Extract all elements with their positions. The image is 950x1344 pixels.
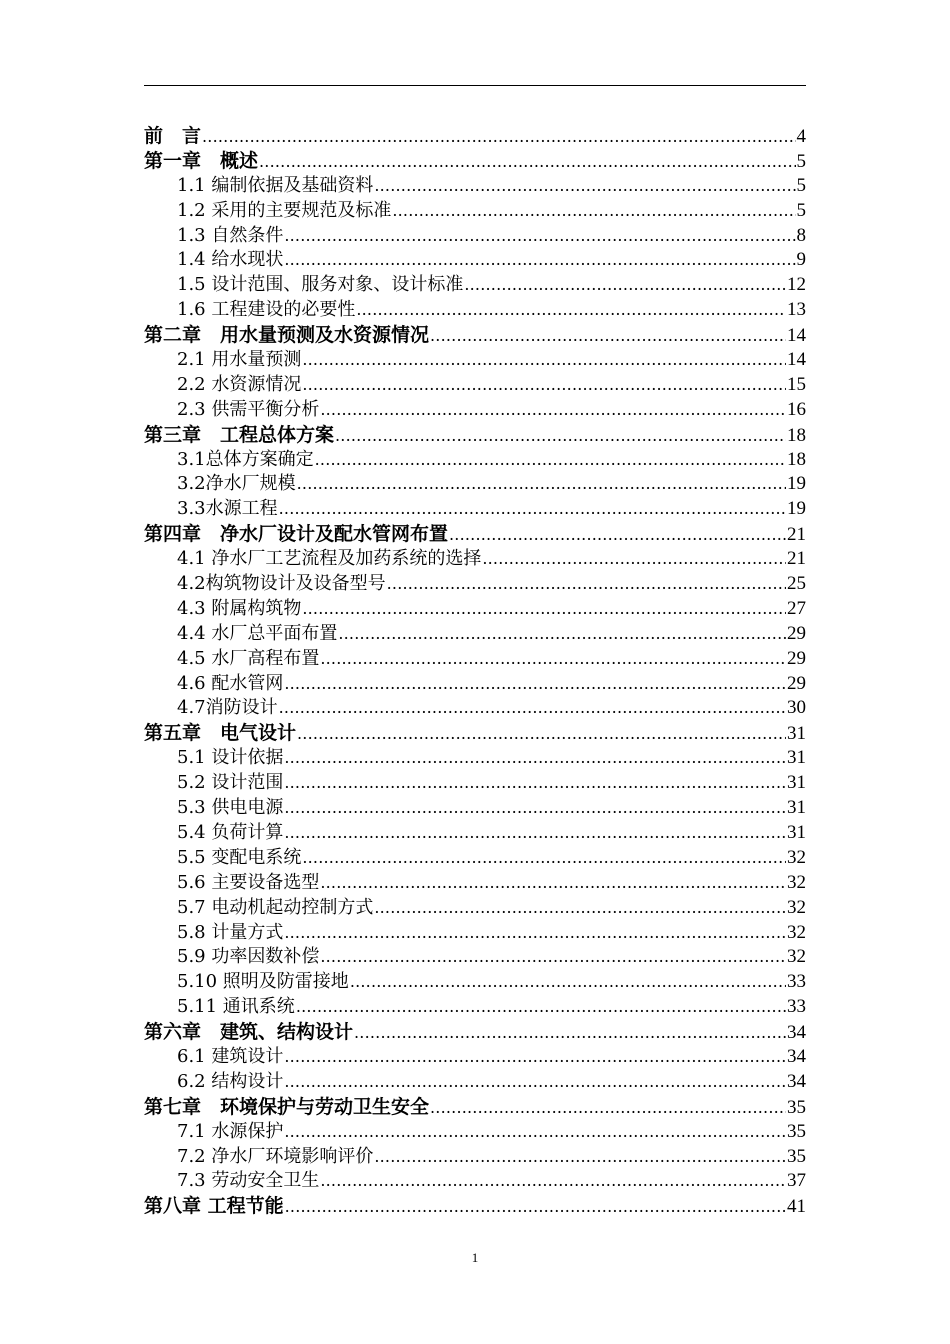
toc-entry-title: 5.11 通讯系统 bbox=[177, 996, 295, 1018]
toc-section-entry[interactable] bbox=[144, 945, 806, 970]
toc-entry-page: 14 bbox=[787, 325, 806, 347]
toc-section-entry[interactable] bbox=[144, 174, 806, 199]
toc-entry-title: 5.9 功率因数补偿 bbox=[177, 946, 320, 968]
toc-entry-title: 第四章 净水厂设计及配水管网布置 bbox=[144, 523, 449, 546]
toc-entry-title: 1.4 给水现状 bbox=[177, 249, 284, 271]
toc-entry-page: 4 bbox=[796, 126, 806, 147]
toc-entry-page: 5 bbox=[796, 150, 806, 172]
toc-section-entry[interactable] bbox=[144, 348, 806, 373]
toc-chapter-entry[interactable] bbox=[144, 1020, 806, 1045]
toc-dot-leader bbox=[302, 373, 786, 398]
toc-entry-page: 8 bbox=[796, 224, 806, 246]
toc-entry-page: 31 bbox=[787, 821, 806, 843]
toc-section-entry[interactable] bbox=[144, 696, 806, 721]
toc-section-entry[interactable] bbox=[144, 871, 806, 896]
toc-dot-leader bbox=[392, 199, 795, 224]
toc-section-entry[interactable] bbox=[144, 224, 806, 249]
toc-entry-title: 4.1 净水厂工艺流程及加药系统的选择 bbox=[177, 548, 482, 570]
toc-dot-leader bbox=[315, 448, 786, 473]
toc-entry-title: 5.10 照明及防雷接地 bbox=[177, 971, 349, 993]
toc-entry-title: 7.3 劳动安全卫生 bbox=[177, 1170, 320, 1192]
toc-entry-title: 1.3 自然条件 bbox=[177, 224, 284, 246]
toc-section-entry[interactable] bbox=[144, 448, 806, 473]
toc-entry-page: 29 bbox=[787, 647, 806, 669]
toc-section-entry[interactable] bbox=[144, 746, 806, 771]
toc-entry-page: 34 bbox=[787, 1045, 806, 1067]
toc-dot-leader bbox=[464, 273, 786, 298]
toc-dot-leader bbox=[374, 174, 795, 199]
toc-entry-title: 5.7 电动机起动控制方式 bbox=[177, 896, 374, 918]
toc-dot-leader bbox=[320, 647, 786, 672]
toc-entry-page: 33 bbox=[787, 971, 806, 993]
toc-section-entry[interactable] bbox=[144, 970, 806, 995]
toc-dot-leader bbox=[284, 821, 786, 846]
toc-entry-title: 第七章 环境保护与劳动卫生安全 bbox=[144, 1095, 430, 1118]
toc-dot-leader bbox=[482, 547, 786, 572]
toc-section-entry[interactable] bbox=[144, 622, 806, 647]
toc-entry-title: 7.2 净水厂环境影响评价 bbox=[177, 1145, 374, 1167]
toc-dot-leader bbox=[338, 622, 786, 647]
toc-entry-page: 37 bbox=[787, 1170, 806, 1192]
toc-dot-leader bbox=[279, 497, 786, 522]
toc-entry-page: 30 bbox=[787, 697, 806, 719]
toc-entry-title: 1.5 设计范围、服务对象、设计标准 bbox=[177, 274, 464, 296]
toc-dot-leader bbox=[374, 896, 786, 921]
toc-entry-page: 9 bbox=[796, 249, 806, 271]
toc-section-entry[interactable] bbox=[144, 821, 806, 846]
toc-entry-page: 14 bbox=[787, 349, 806, 371]
toc-entry-page: 35 bbox=[787, 1145, 806, 1167]
toc-dot-leader bbox=[284, 1070, 786, 1095]
toc-section-entry[interactable] bbox=[144, 1045, 806, 1070]
toc-entry-title: 4.6 配水管网 bbox=[177, 672, 284, 694]
toc-section-entry[interactable] bbox=[144, 921, 806, 946]
toc-chapter-entry[interactable] bbox=[144, 721, 806, 746]
toc-entry-title: 4.2构筑物设计及设备型号 bbox=[177, 573, 386, 595]
toc-entry-page: 19 bbox=[787, 473, 806, 495]
toc-dot-leader bbox=[284, 248, 795, 273]
toc-entry-title: 3.3水源工程 bbox=[177, 498, 278, 520]
toc-entry-page: 16 bbox=[787, 398, 806, 420]
toc-dot-leader bbox=[279, 696, 786, 721]
toc-dot-leader bbox=[320, 1169, 786, 1194]
toc-entry-page: 34 bbox=[787, 1070, 806, 1092]
toc-chapter-entry[interactable] bbox=[144, 124, 806, 149]
toc-entry-page: 35 bbox=[787, 1120, 806, 1142]
toc-section-entry[interactable] bbox=[144, 597, 806, 622]
page-number: 1 bbox=[471, 1250, 479, 1265]
toc-entry-title: 4.3 附属构筑物 bbox=[177, 597, 302, 619]
toc-entry-page: 35 bbox=[787, 1096, 806, 1118]
toc-entry-title: 1.1 编制依据及基础资料 bbox=[177, 174, 374, 196]
toc-section-entry[interactable] bbox=[144, 995, 806, 1020]
toc-entry-title: 4.5 水厂高程布置 bbox=[177, 647, 320, 669]
toc-dot-leader bbox=[302, 597, 786, 622]
toc-entry-page: 18 bbox=[787, 424, 806, 446]
toc-dot-leader bbox=[335, 423, 786, 448]
toc-dot-leader bbox=[202, 124, 795, 149]
toc-entry-title: 5.8 计量方式 bbox=[177, 921, 284, 943]
toc-entry-page: 32 bbox=[787, 896, 806, 918]
toc-dot-leader bbox=[284, 1120, 786, 1145]
toc-section-entry[interactable] bbox=[144, 896, 806, 921]
toc-dot-leader bbox=[284, 746, 786, 771]
toc-entry-page: 34 bbox=[787, 1022, 806, 1044]
toc-dot-leader bbox=[297, 472, 786, 497]
toc-entry-title: 2.1 用水量预测 bbox=[177, 349, 302, 371]
toc-section-entry[interactable] bbox=[144, 1120, 806, 1145]
toc-entry-title: 7.1 水源保护 bbox=[177, 1120, 284, 1142]
toc-entry-page: 18 bbox=[787, 448, 806, 470]
toc-entry-page: 12 bbox=[787, 274, 806, 296]
toc-section-entry[interactable] bbox=[144, 1145, 806, 1170]
toc-section-entry[interactable] bbox=[144, 298, 806, 323]
toc-entry-title: 第六章 建筑、结构设计 bbox=[144, 1021, 354, 1044]
toc-section-entry[interactable] bbox=[144, 398, 806, 423]
toc-section-entry[interactable] bbox=[144, 1169, 806, 1194]
toc-entry-page: 27 bbox=[787, 597, 806, 619]
toc-section-entry[interactable] bbox=[144, 547, 806, 572]
toc-chapter-entry[interactable] bbox=[144, 1095, 806, 1120]
toc-dot-leader bbox=[297, 721, 786, 746]
toc-entry-title: 5.6 主要设备选型 bbox=[177, 871, 320, 893]
toc-entry-title: 第一章 概述 bbox=[144, 149, 259, 172]
toc-entry-page: 32 bbox=[787, 871, 806, 893]
toc-dot-leader bbox=[284, 771, 786, 796]
toc-entry-title: 2.3 供需平衡分析 bbox=[177, 398, 320, 420]
toc-section-entry[interactable] bbox=[144, 472, 806, 497]
toc-section-entry[interactable] bbox=[144, 497, 806, 522]
toc-dot-leader bbox=[259, 149, 795, 174]
toc-dot-leader bbox=[302, 846, 786, 871]
toc-entry-title: 3.2净水厂规模 bbox=[177, 473, 296, 495]
toc-entry-title: 1.6 工程建设的必要性 bbox=[177, 299, 356, 321]
toc-dot-leader bbox=[374, 1145, 786, 1170]
toc-entry-page: 29 bbox=[787, 622, 806, 644]
toc-entry-title: 5.4 负荷计算 bbox=[177, 821, 284, 843]
toc-entry-page: 31 bbox=[787, 797, 806, 819]
toc-dot-leader bbox=[350, 970, 786, 995]
toc-chapter-entry[interactable] bbox=[144, 323, 806, 348]
toc-entry-title: 3.1总体方案确定 bbox=[177, 448, 314, 470]
toc-entry-page: 33 bbox=[787, 996, 806, 1018]
toc-chapter-entry[interactable] bbox=[144, 1194, 806, 1219]
header-rule bbox=[144, 85, 806, 86]
toc-entry-page: 32 bbox=[787, 921, 806, 943]
toc-entry-page: 13 bbox=[787, 299, 806, 321]
toc-section-entry[interactable] bbox=[144, 273, 806, 298]
toc-entry-title: 第三章 工程总体方案 bbox=[144, 423, 335, 446]
toc-entry-title: 前 言 bbox=[144, 125, 202, 147]
toc-entry-title: 第五章 电气设计 bbox=[144, 722, 297, 745]
toc-chapter-entry[interactable] bbox=[144, 423, 806, 448]
toc-entry-title: 5.2 设计范围 bbox=[177, 772, 284, 794]
toc-dot-leader bbox=[387, 572, 786, 597]
toc-entry-title: 4.4 水厂总平面布置 bbox=[177, 622, 338, 644]
toc-entry-page: 5 bbox=[796, 199, 806, 221]
toc-dot-leader bbox=[356, 298, 786, 323]
toc-entry-title: 5.1 设计依据 bbox=[177, 747, 284, 769]
toc-entry-page: 31 bbox=[787, 772, 806, 794]
toc-entry-title: 第二章 用水量预测及水资源情况 bbox=[144, 324, 430, 347]
toc-dot-leader bbox=[430, 1095, 786, 1120]
toc-entry-title: 4.7消防设计 bbox=[177, 697, 278, 719]
toc-entry-page: 5 bbox=[796, 174, 806, 196]
toc-entry-page: 21 bbox=[787, 548, 806, 570]
toc-entry-page: 32 bbox=[787, 946, 806, 968]
toc-chapter-entry[interactable] bbox=[144, 522, 806, 547]
toc-entry-page: 31 bbox=[787, 723, 806, 745]
toc-dot-leader bbox=[430, 323, 786, 348]
toc-section-entry[interactable] bbox=[144, 248, 806, 273]
toc-dot-leader bbox=[320, 945, 786, 970]
toc-entry-page: 21 bbox=[787, 524, 806, 546]
toc-section-entry[interactable] bbox=[144, 672, 806, 697]
toc-dot-leader bbox=[284, 796, 786, 821]
toc-entry-page: 41 bbox=[787, 1196, 806, 1218]
toc-entry-title: 6.2 结构设计 bbox=[177, 1070, 284, 1092]
toc-entry-page: 19 bbox=[787, 498, 806, 520]
toc-dot-leader bbox=[302, 348, 786, 373]
toc-entry-title: 2.2 水资源情况 bbox=[177, 373, 302, 395]
toc-entry-title: 5.3 供电电源 bbox=[177, 797, 284, 819]
toc-dot-leader bbox=[296, 995, 786, 1020]
toc-dot-leader bbox=[449, 522, 786, 547]
toc-entry-page: 29 bbox=[787, 672, 806, 694]
toc-section-entry[interactable] bbox=[144, 647, 806, 672]
toc-entry-page: 31 bbox=[787, 747, 806, 769]
toc-entry-title: 5.5 变配电系统 bbox=[177, 846, 302, 868]
table-of-contents bbox=[144, 124, 806, 1219]
toc-dot-leader bbox=[284, 921, 786, 946]
toc-entry-page: 32 bbox=[787, 846, 806, 868]
toc-section-entry[interactable] bbox=[144, 572, 806, 597]
toc-section-entry[interactable] bbox=[144, 199, 806, 224]
toc-section-entry[interactable] bbox=[144, 846, 806, 871]
toc-section-entry[interactable] bbox=[144, 1070, 806, 1095]
toc-entry-page: 25 bbox=[787, 573, 806, 595]
toc-dot-leader bbox=[284, 224, 795, 249]
toc-entry-title: 1.2 采用的主要规范及标准 bbox=[177, 199, 392, 221]
toc-section-entry[interactable] bbox=[144, 373, 806, 398]
toc-entry-title: 6.1 建筑设计 bbox=[177, 1045, 284, 1067]
toc-dot-leader bbox=[284, 1045, 786, 1070]
toc-dot-leader bbox=[354, 1020, 786, 1045]
toc-section-entry[interactable] bbox=[144, 796, 806, 821]
toc-dot-leader bbox=[320, 871, 786, 896]
toc-section-entry[interactable] bbox=[144, 771, 806, 796]
toc-chapter-entry[interactable] bbox=[144, 149, 806, 174]
toc-dot-leader bbox=[320, 398, 786, 423]
toc-entry-title: 第八章 工程节能 bbox=[144, 1195, 284, 1218]
toc-dot-leader bbox=[284, 672, 786, 697]
toc-dot-leader bbox=[285, 1194, 786, 1219]
toc-entry-page: 15 bbox=[787, 373, 806, 395]
